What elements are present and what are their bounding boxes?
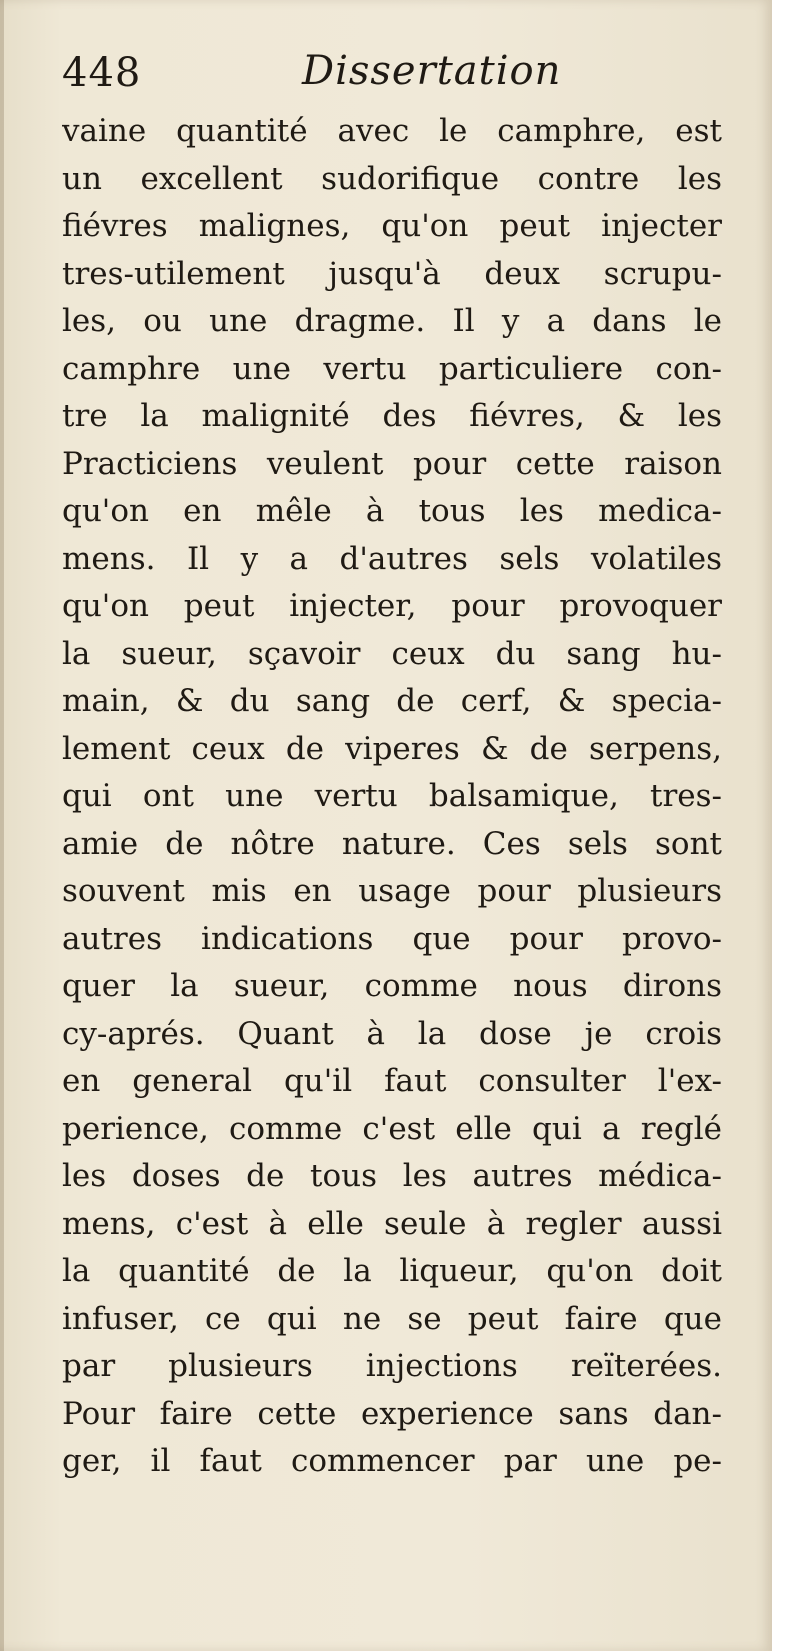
- text-line: perience, comme c'est elle qui a reglé: [62, 1110, 722, 1147]
- text-line: en general qu'il faut consulter l'ex-: [62, 1063, 722, 1099]
- text-line: quer la sueur, comme nous dirons: [62, 968, 722, 1004]
- text-line: la sueur, sçavoir ceux du sang hu-: [62, 635, 722, 672]
- text-line: autres indications que pour provo-: [62, 920, 722, 957]
- text-line: les doses de tous les autres médica-: [62, 1158, 722, 1194]
- text-line: un excellent sudorifique contre les: [62, 160, 722, 197]
- text-line: Pour faire cette experience sans dan-: [62, 1395, 722, 1432]
- text-line: mens, c'est à elle seule à regler aussi: [62, 1205, 722, 1242]
- text-line: infuser, ce qui ne se peut faire que: [62, 1300, 722, 1337]
- page-header: [62, 46, 722, 106]
- text-line: qui ont une vertu balsamique, tres-: [62, 778, 722, 814]
- text-line: ger, il faut commencer par une pe-: [62, 1443, 722, 1479]
- text-line: la quantité de la liqueur, qu'on doit: [62, 1253, 722, 1289]
- page-margin-background: [772, 0, 800, 1651]
- page-fold-shadow: [0, 0, 4, 1651]
- text-line: main, & du sang de cerf, & specia-: [62, 683, 722, 719]
- text-line: Practiciens veulent pour cette raison: [62, 445, 722, 482]
- text-line: camphre une vertu particuliere con-: [62, 350, 722, 387]
- text-line: qu'on en mêle à tous les medica-: [62, 493, 722, 529]
- text-line: par plusieurs injections reïterées.: [62, 1348, 722, 1384]
- text-line: mens. Il y a d'autres sels volatiles: [62, 540, 722, 577]
- text-line: tre la malignité des fiévres, & les: [62, 398, 722, 434]
- text-line: fiévres malignes, qu'on peut injecter: [62, 208, 722, 244]
- running-title: Dissertation: [302, 48, 562, 94]
- body-text: [62, 108, 722, 1486]
- text-line: les, ou une dragme. Il y a dans le: [62, 303, 722, 339]
- page-number: 448: [62, 50, 142, 96]
- text-line: qu'on peut injecter, pour provoquer: [62, 588, 722, 624]
- text-line: souvent mis en usage pour plusieurs: [62, 873, 722, 909]
- text-line: cy-aprés. Quant à la dose je crois: [62, 1015, 722, 1052]
- text-line: tres-utilement jusqu'à deux scrupu-: [62, 255, 722, 292]
- text-line: vaine quantité avec le camphre, est: [62, 113, 722, 149]
- text-line: amie de nôtre nature. Ces sels sont: [62, 825, 722, 862]
- text-line: lement ceux de viperes & de serpens,: [62, 730, 722, 767]
